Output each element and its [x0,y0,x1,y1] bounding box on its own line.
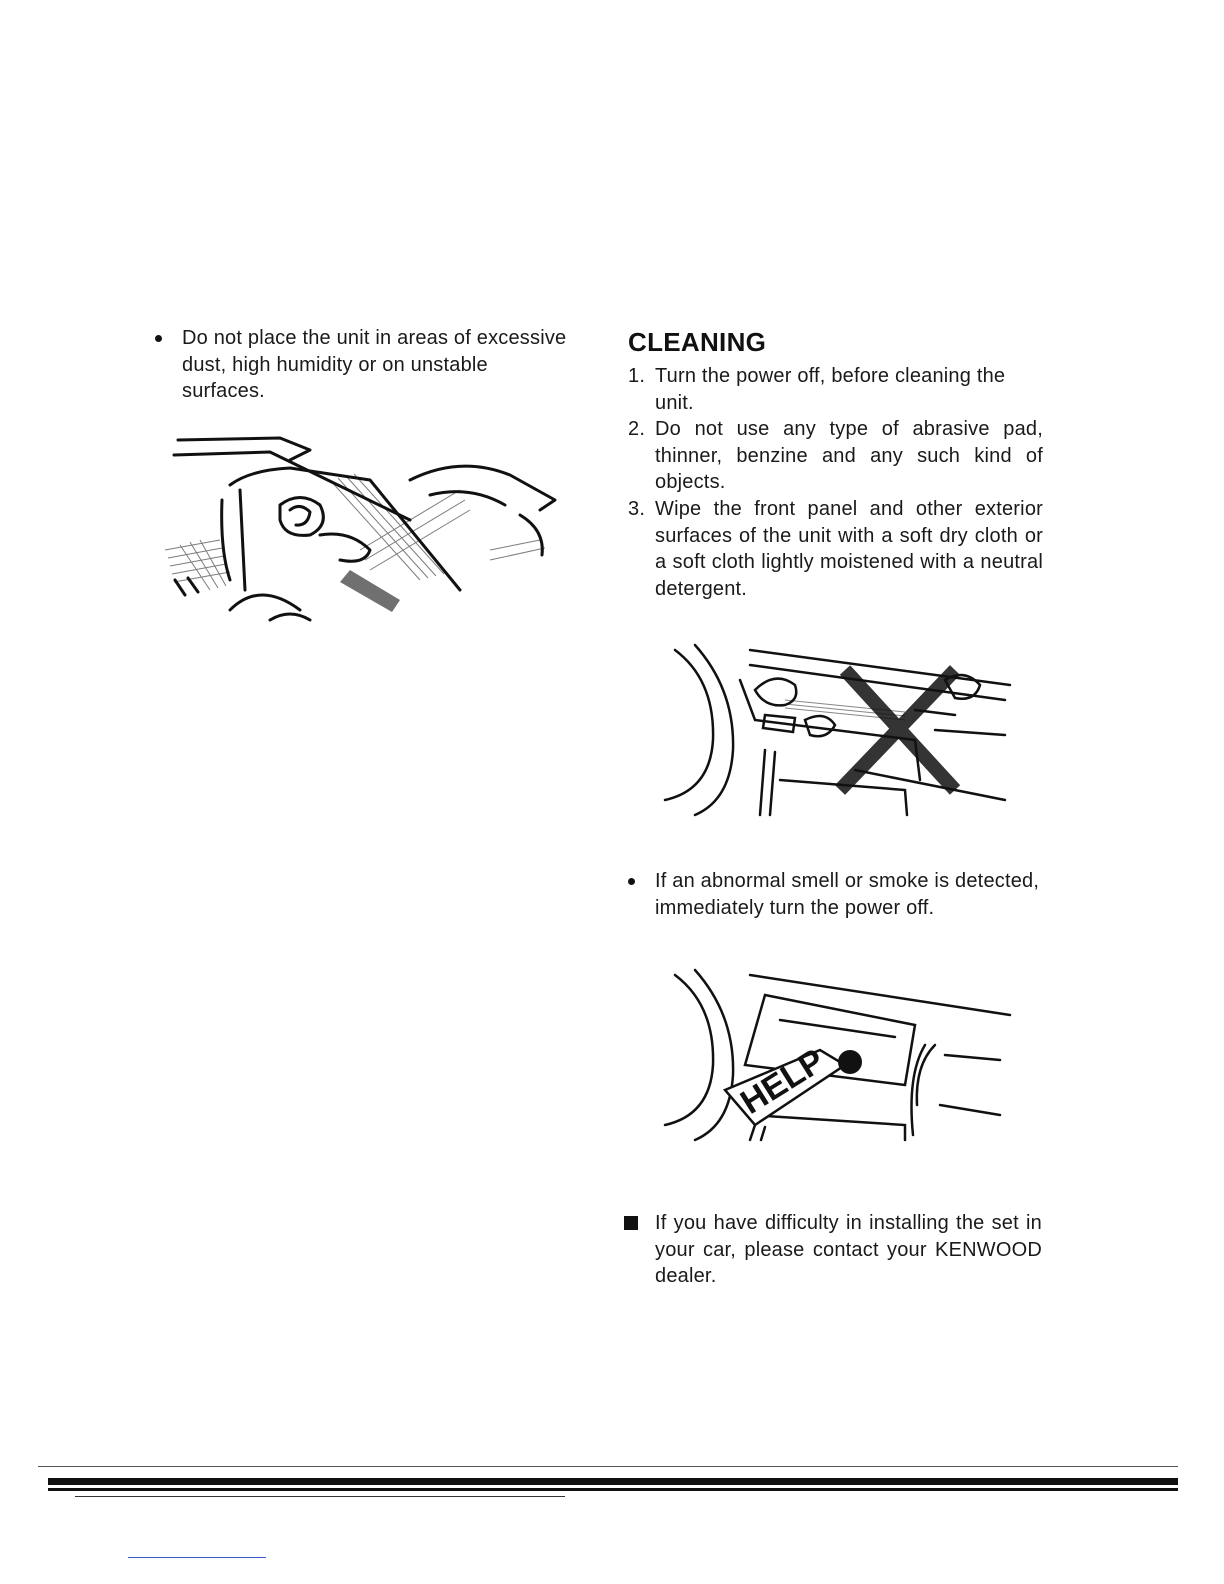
help-text: HELP [734,1041,832,1122]
bullet-smell-warning [628,868,1043,921]
help-illustration [655,965,1015,1145]
step-text: Do not use any type of abrasive pad, thinner, benzine and any such kind of objects. [655,418,1043,493]
step-number: 1. [628,365,646,387]
bullet-dot-icon [155,335,162,342]
cleaning-step-2 [628,416,1043,496]
dust-warning-text: Do not place the unit in areas of excessive dust, high humidity or on unstable surfaces. [182,327,567,402]
smell-warning-text: If an abnormal smell or smoke is detected, immediately turn the power off. [655,870,1040,919]
step-text: Wipe the front panel and other exterior surfaces of the unit with a soft dry cloth or a soft cloth lightly moistened with a neutral detergent. [655,498,1043,600]
note-dealer [624,1210,1042,1290]
note-square-icon [624,1216,638,1230]
dusty-vehicle-illustration [160,430,560,625]
step-number: 3. [628,498,646,520]
bullet-dot-icon [628,878,635,885]
help-drawing [655,965,1015,1145]
dealer-note-text: If you have difficulty in installing the set in your car, please contact your KENWOOD dealer. [655,1212,1042,1287]
footer-thick-rule [48,1478,1178,1485]
step-number: 2. [628,418,646,440]
footer-link-underline [128,1557,266,1558]
dashboard-cleaning-drawing [655,640,1015,820]
footer-thin-rule [38,1466,1178,1467]
cleaning-step-1 [628,363,1043,416]
dashboard-cleaning-illustration [655,640,1015,820]
cleaning-heading: CLEANING [628,327,767,357]
bullet-dust-warning [155,325,570,405]
dusty-vehicle-drawing [160,430,560,625]
footer-underline-rule [75,1496,565,1497]
cleaning-step-3 [628,496,1043,602]
footer-second-rule [48,1488,1178,1491]
step-text: Turn the power off, before cleaning the unit. [655,365,1006,414]
